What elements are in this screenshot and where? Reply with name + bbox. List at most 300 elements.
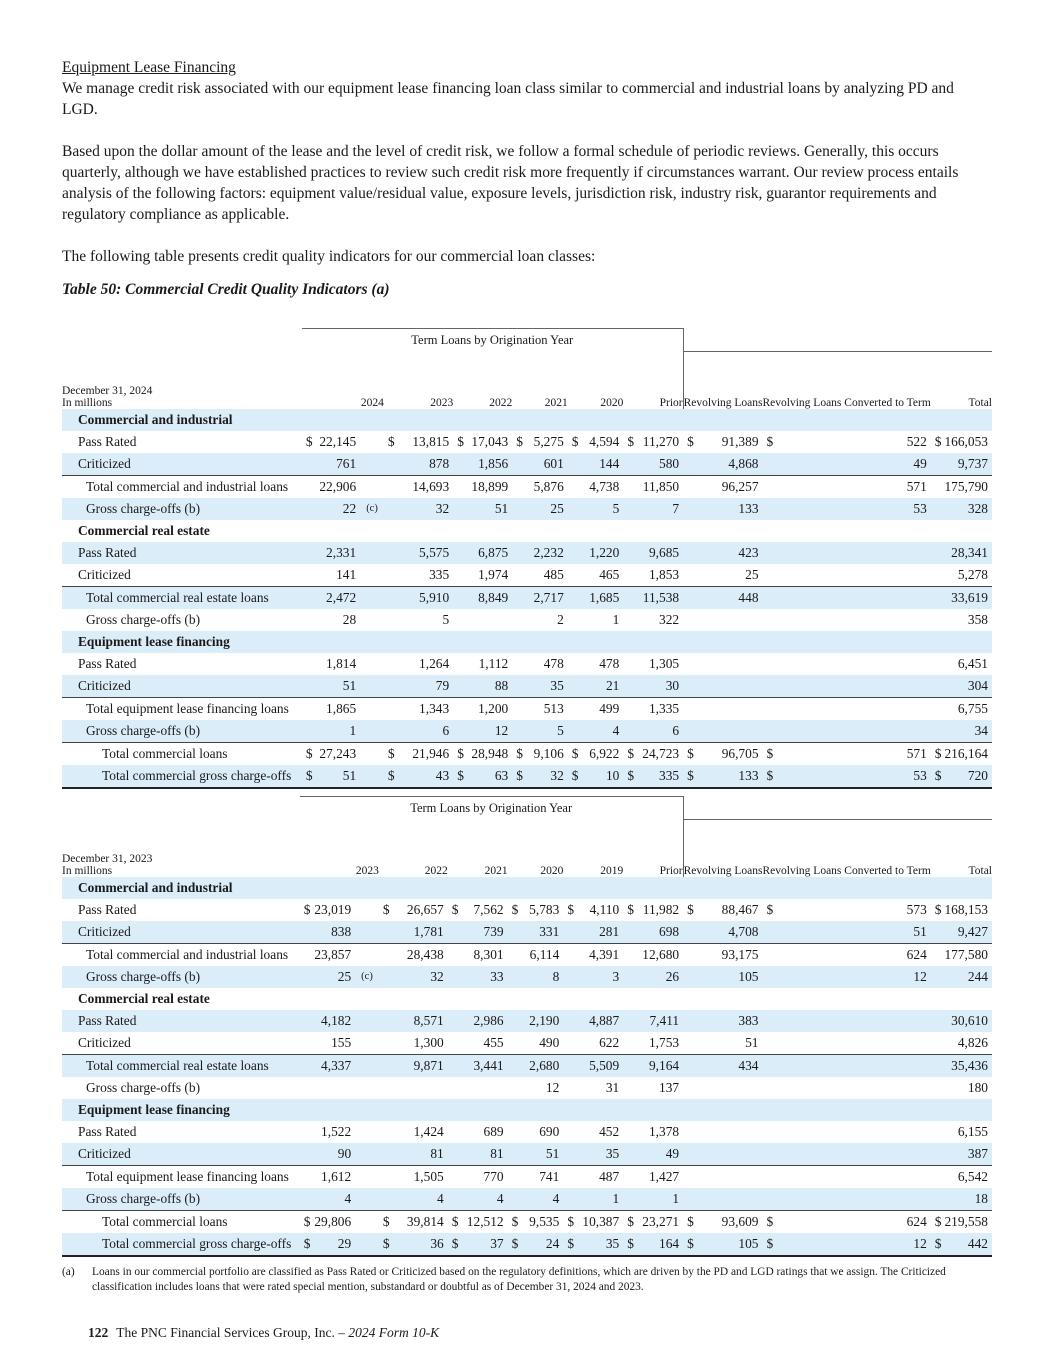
row-label: Equipment lease financing xyxy=(62,631,302,653)
row-value: 1,856 xyxy=(465,453,512,476)
row-note xyxy=(360,765,384,788)
row-value: 7 xyxy=(635,498,683,520)
row-value: 5 xyxy=(524,720,568,743)
row-value: 4 xyxy=(580,720,624,743)
row-label: Criticized xyxy=(62,1143,300,1166)
row-value: 1,853 xyxy=(648,567,680,582)
row-value: 383 xyxy=(700,1010,763,1032)
row-value: 522 xyxy=(906,434,927,449)
column-header-revolving: Revolving Loans xyxy=(683,819,762,877)
currency-symbol xyxy=(300,1077,312,1099)
row-value xyxy=(700,1143,763,1166)
column-header-year: 2020 xyxy=(600,396,624,409)
currency-symbol xyxy=(683,653,700,675)
currency-symbol xyxy=(931,1166,943,1189)
currency-symbol xyxy=(448,1032,460,1055)
currency-symbol xyxy=(508,1032,520,1055)
row-value: 571 xyxy=(797,476,931,499)
currency-symbol: $ xyxy=(931,1233,943,1256)
currency-symbol xyxy=(508,966,520,988)
currency-symbol xyxy=(563,1055,575,1078)
row-value: 133 xyxy=(700,765,763,788)
currency-symbol xyxy=(683,587,700,610)
currency-symbol xyxy=(763,966,798,988)
row-value: 9,871 xyxy=(391,1055,448,1078)
currency-symbol: $ xyxy=(448,1233,460,1256)
row-label: Criticized xyxy=(62,675,302,698)
row-value: 93,609 xyxy=(700,1211,763,1234)
row-value: 2,190 xyxy=(520,1010,564,1032)
row-value: 689 xyxy=(483,1124,504,1139)
row-value: 434 xyxy=(700,1055,763,1078)
row-value xyxy=(460,1077,508,1099)
row-value: 8,849 xyxy=(465,587,512,610)
currency-symbol xyxy=(300,1143,312,1166)
row-value: 4,391 xyxy=(575,944,623,967)
currency-symbol xyxy=(763,653,798,675)
currency-symbol xyxy=(683,944,700,967)
table-row xyxy=(62,476,992,499)
row-label: Commercial real estate xyxy=(78,991,210,1006)
row-note xyxy=(360,564,384,587)
row-value: 34 xyxy=(943,720,992,743)
currency-symbol xyxy=(384,498,396,520)
currency-symbol xyxy=(623,966,635,988)
currency-symbol xyxy=(623,1032,635,1055)
commercial-credit-table xyxy=(62,328,992,789)
row-note xyxy=(355,899,379,921)
row-label: Equipment lease financing xyxy=(62,1099,300,1121)
row-label: Total commercial gross charge-offs xyxy=(62,765,302,788)
currency-symbol xyxy=(508,1077,520,1099)
currency-symbol xyxy=(931,587,943,610)
row-value: 6,114 xyxy=(520,944,564,967)
currency-symbol: $ xyxy=(457,434,464,449)
currency-symbol xyxy=(300,944,312,967)
currency-symbol xyxy=(931,1055,943,1078)
currency-symbol: $ xyxy=(687,434,694,449)
row-value: 32 xyxy=(396,498,453,520)
row-value: 442 xyxy=(943,1233,992,1256)
row-value: 6,875 xyxy=(465,542,512,564)
row-label: Commercial real estate xyxy=(78,523,210,538)
currency-symbol xyxy=(683,1143,700,1166)
table-row xyxy=(62,899,992,921)
currency-symbol: $ xyxy=(379,1233,391,1256)
currency-symbol xyxy=(763,587,798,610)
row-value: 93,175 xyxy=(700,944,763,967)
column-header-converted: Revolving Loans Converted to Term xyxy=(763,819,931,877)
currency-symbol xyxy=(448,1010,460,1032)
currency-symbol xyxy=(763,564,798,587)
row-value: 26,657 xyxy=(406,902,444,917)
row-value: 23,857 xyxy=(312,944,355,967)
row-value: 63 xyxy=(465,765,512,788)
currency-symbol xyxy=(453,453,465,476)
row-value xyxy=(700,698,763,721)
currency-symbol xyxy=(512,453,524,476)
column-header-revolving: Revolving Loans xyxy=(683,351,762,409)
row-value: 720 xyxy=(943,765,992,788)
section-row xyxy=(62,988,992,1010)
row-value xyxy=(797,653,931,675)
currency-symbol: $ xyxy=(683,1233,700,1256)
currency-symbol: $ xyxy=(934,434,942,449)
currency-symbol xyxy=(448,1166,460,1189)
row-note xyxy=(360,698,384,721)
currency-symbol: $ xyxy=(387,434,395,449)
row-value: 1,781 xyxy=(391,921,448,944)
currency-symbol xyxy=(623,1166,635,1189)
currency-symbol xyxy=(448,944,460,967)
currency-symbol xyxy=(448,1188,460,1211)
currency-symbol xyxy=(623,675,635,698)
row-value: 32 xyxy=(524,765,568,788)
row-value: 7,562 xyxy=(473,902,504,917)
currency-symbol xyxy=(683,564,700,587)
row-value xyxy=(700,1121,763,1143)
currency-symbol xyxy=(453,609,465,631)
currency-symbol xyxy=(300,921,312,944)
credit-quality-table-2023 xyxy=(62,796,992,1257)
currency-symbol xyxy=(563,1010,575,1032)
currency-symbol xyxy=(683,609,700,631)
row-value: 17,043 xyxy=(471,434,509,449)
row-label: Total equipment lease financing loans xyxy=(62,698,302,721)
currency-symbol xyxy=(302,720,314,743)
row-value: 37 xyxy=(460,1233,508,1256)
row-value: 12 xyxy=(797,966,931,988)
currency-symbol xyxy=(568,720,580,743)
row-note xyxy=(360,453,384,476)
currency-symbol: $ xyxy=(627,434,635,449)
currency-symbol xyxy=(563,1166,575,1189)
row-note xyxy=(355,1077,379,1099)
currency-symbol xyxy=(384,587,396,610)
currency-symbol xyxy=(931,1010,943,1032)
row-value: 622 xyxy=(599,1035,620,1050)
row-value: 9,164 xyxy=(635,1055,683,1078)
currency-symbol xyxy=(384,564,396,587)
currency-symbol: $ xyxy=(568,743,580,766)
column-header-converted: Revolving Loans Converted to Term xyxy=(763,351,931,409)
row-value: 35 xyxy=(575,1143,623,1166)
row-value: 11,270 xyxy=(642,434,680,449)
currency-symbol xyxy=(379,1010,391,1032)
credit-quality-table-2024 xyxy=(62,328,992,789)
row-value: 28,948 xyxy=(465,743,512,766)
row-value: 1,378 xyxy=(648,1124,680,1139)
currency-symbol: $ xyxy=(763,1233,798,1256)
row-value: 81 xyxy=(460,1143,508,1166)
currency-symbol xyxy=(763,1032,798,1055)
currency-symbol: $ xyxy=(563,1233,575,1256)
currency-symbol xyxy=(568,498,580,520)
section-row xyxy=(62,409,992,431)
row-value: 1,300 xyxy=(413,1035,444,1050)
row-value: 244 xyxy=(943,966,992,988)
row-value: 28 xyxy=(342,612,357,627)
currency-symbol xyxy=(512,720,524,743)
row-value xyxy=(700,1166,763,1189)
row-value: 13,815 xyxy=(412,434,450,449)
currency-symbol xyxy=(563,944,575,967)
row-value: 51 xyxy=(314,765,360,788)
row-note xyxy=(355,1233,379,1256)
row-value: 4,738 xyxy=(580,476,624,499)
row-note xyxy=(355,1188,379,1211)
row-label: Criticized xyxy=(62,453,302,476)
row-value: 2,232 xyxy=(524,542,568,564)
currency-symbol: $ xyxy=(516,434,523,449)
currency-symbol: $ xyxy=(384,765,396,788)
row-value: 2,331 xyxy=(314,542,360,564)
currency-symbol xyxy=(623,1121,635,1143)
row-value: 490 xyxy=(539,1035,560,1050)
currency-symbol xyxy=(302,587,314,610)
row-note xyxy=(355,921,379,944)
row-value: 1,264 xyxy=(419,656,450,671)
currency-symbol xyxy=(453,476,465,499)
row-value: 4 xyxy=(312,1188,355,1211)
row-value: 5 xyxy=(442,612,450,627)
currency-symbol xyxy=(931,944,943,967)
row-value: 6,451 xyxy=(957,656,988,671)
currency-symbol xyxy=(623,921,635,944)
row-value: 487 xyxy=(575,1166,623,1189)
currency-symbol xyxy=(302,609,314,631)
currency-symbol xyxy=(683,498,700,520)
table-units: In millions xyxy=(62,864,113,877)
currency-symbol xyxy=(623,587,635,610)
currency-symbol xyxy=(300,966,312,988)
term-loans-group-header: Term Loans by Origination Year xyxy=(300,797,683,820)
row-value: 624 xyxy=(797,1211,931,1234)
currency-symbol: $ xyxy=(379,1211,391,1234)
currency-symbol: $ xyxy=(302,765,314,788)
row-value: 12 xyxy=(465,720,512,743)
currency-symbol: $ xyxy=(934,902,942,917)
row-value: 690 xyxy=(539,1124,560,1139)
row-label: Pass Rated xyxy=(78,434,137,449)
row-value: 1,974 xyxy=(478,567,509,582)
row-label: Gross charge-offs (b) xyxy=(62,1188,300,1211)
currency-symbol xyxy=(448,921,460,944)
row-value: 2,472 xyxy=(314,587,360,610)
commercial-credit-table xyxy=(62,796,992,1257)
currency-symbol xyxy=(563,1143,575,1166)
currency-symbol xyxy=(931,720,943,743)
row-value: 137 xyxy=(659,1080,680,1095)
footer-form: 2024 Form 10-K xyxy=(348,1325,440,1340)
row-value: 43 xyxy=(396,765,453,788)
column-header-year: 2023 xyxy=(355,864,379,877)
currency-symbol xyxy=(623,1188,635,1211)
row-note xyxy=(360,587,384,610)
table-row xyxy=(62,675,992,698)
column-header-year: 2019 xyxy=(600,864,624,877)
row-value: 4,182 xyxy=(312,1010,355,1032)
currency-symbol xyxy=(448,1143,460,1166)
currency-symbol xyxy=(931,1188,943,1211)
currency-symbol xyxy=(683,1121,700,1143)
row-value xyxy=(797,1032,931,1055)
row-value: 39,814 xyxy=(391,1211,448,1234)
currency-symbol xyxy=(379,1032,391,1055)
row-label: Pass Rated xyxy=(78,902,137,917)
currency-symbol xyxy=(453,564,465,587)
row-value: 1,112 xyxy=(478,656,509,671)
row-value: 1,305 xyxy=(648,656,680,671)
table-row xyxy=(62,921,992,944)
currency-symbol xyxy=(379,944,391,967)
row-label: Total equipment lease financing loans xyxy=(62,1166,300,1189)
row-value: 761 xyxy=(314,453,360,476)
row-value: 168,153 xyxy=(944,902,988,917)
table-row xyxy=(62,1010,992,1032)
row-value: 465 xyxy=(599,567,620,582)
row-value xyxy=(797,720,931,743)
paragraph-1: We manage credit risk associated with our equipment lease financing loan class similar to commercial and industrial loans by analyzing PD and LGD. xyxy=(62,80,954,118)
paragraph-3: The following table presents credit quality indicators for our commercial loan classes: xyxy=(62,248,596,265)
currency-symbol xyxy=(453,587,465,610)
row-value: 51 xyxy=(465,498,512,520)
row-label: Gross charge-offs (b) xyxy=(86,1080,201,1095)
currency-symbol xyxy=(623,1077,635,1099)
row-value: 1,612 xyxy=(312,1166,355,1189)
row-value: 2,680 xyxy=(520,1055,564,1078)
currency-symbol: $ xyxy=(300,1233,312,1256)
row-note xyxy=(355,944,379,967)
column-header-year: 2023 xyxy=(430,396,454,409)
row-value: 485 xyxy=(543,567,564,582)
row-value: 4 xyxy=(520,1188,564,1211)
row-label: Total commercial real estate loans xyxy=(62,587,302,610)
table-stub xyxy=(62,351,302,409)
row-value: 1,865 xyxy=(314,698,360,721)
row-label: Gross charge-offs (b) xyxy=(62,720,302,743)
currency-symbol xyxy=(931,453,943,476)
table-row xyxy=(62,698,992,721)
column-header-year: 2022 xyxy=(424,864,448,877)
currency-symbol xyxy=(931,675,943,698)
currency-symbol xyxy=(379,1121,391,1143)
row-value: 1,335 xyxy=(635,698,683,721)
currency-symbol xyxy=(300,1010,312,1032)
currency-symbol xyxy=(568,542,580,564)
row-value xyxy=(700,653,763,675)
currency-symbol xyxy=(302,542,314,564)
currency-symbol xyxy=(931,653,943,675)
row-value: 11,982 xyxy=(642,902,680,917)
row-value: 36 xyxy=(391,1233,448,1256)
table-row xyxy=(62,609,992,631)
row-value: 180 xyxy=(967,1080,988,1095)
row-value: 448 xyxy=(700,587,763,610)
currency-symbol xyxy=(623,944,635,967)
row-value xyxy=(700,675,763,698)
currency-symbol: $ xyxy=(766,902,774,917)
row-value xyxy=(700,609,763,631)
row-value: 49 xyxy=(635,1143,683,1166)
row-value: 601 xyxy=(524,453,568,476)
currency-symbol: $ xyxy=(623,765,635,788)
row-label: Pass Rated xyxy=(78,1124,137,1139)
currency-symbol: $ xyxy=(512,743,524,766)
currency-symbol: $ xyxy=(305,434,313,449)
row-value xyxy=(797,1121,931,1143)
currency-symbol: $ xyxy=(931,765,943,788)
row-value xyxy=(797,542,931,564)
currency-symbol xyxy=(763,609,798,631)
currency-symbol xyxy=(623,453,635,476)
row-value: 53 xyxy=(797,498,931,520)
currency-symbol: $ xyxy=(766,434,774,449)
currency-symbol xyxy=(931,966,943,988)
currency-symbol xyxy=(384,542,396,564)
section-row xyxy=(62,877,992,899)
row-value: 5,910 xyxy=(396,587,453,610)
currency-symbol xyxy=(384,720,396,743)
currency-symbol xyxy=(379,1166,391,1189)
row-value: 1,505 xyxy=(391,1166,448,1189)
row-value: 4 xyxy=(460,1188,508,1211)
currency-symbol xyxy=(683,966,700,988)
currency-symbol xyxy=(623,476,635,499)
row-value: 331 xyxy=(520,921,564,944)
row-label: Criticized xyxy=(78,567,131,582)
currency-symbol xyxy=(512,698,524,721)
row-value: 29 xyxy=(312,1233,355,1256)
currency-symbol xyxy=(931,1143,943,1166)
table-row xyxy=(62,765,992,788)
table-row xyxy=(62,1055,992,1078)
currency-symbol xyxy=(508,921,520,944)
currency-symbol xyxy=(384,476,396,499)
currency-symbol xyxy=(568,698,580,721)
currency-symbol xyxy=(508,1143,520,1166)
row-value: 1,522 xyxy=(321,1124,352,1139)
row-value: 1,424 xyxy=(413,1124,444,1139)
row-value: 322 xyxy=(659,612,680,627)
row-value: 26 xyxy=(635,966,683,988)
table-stub xyxy=(62,819,300,877)
currency-symbol xyxy=(384,609,396,631)
row-value: 741 xyxy=(520,1166,564,1189)
section-row xyxy=(62,1099,992,1121)
currency-symbol xyxy=(623,1010,635,1032)
row-value: 4,594 xyxy=(589,434,620,449)
section-row xyxy=(62,631,992,653)
row-value: 30,610 xyxy=(943,1010,992,1032)
row-value: 11,538 xyxy=(635,587,683,610)
currency-symbol xyxy=(512,564,524,587)
currency-symbol: $ xyxy=(627,902,634,917)
row-value: 96,705 xyxy=(700,743,763,766)
currency-symbol xyxy=(512,675,524,698)
currency-symbol xyxy=(623,1055,635,1078)
row-value: 23,271 xyxy=(635,1211,683,1234)
currency-symbol xyxy=(448,1077,460,1099)
row-note xyxy=(360,720,384,743)
row-value: 1 xyxy=(575,1188,623,1211)
row-note xyxy=(360,476,384,499)
row-value: 53 xyxy=(797,765,931,788)
row-value: 5,783 xyxy=(529,902,560,917)
row-value: 5,278 xyxy=(957,567,988,582)
row-value: 30 xyxy=(635,675,683,698)
currency-symbol xyxy=(763,944,798,967)
